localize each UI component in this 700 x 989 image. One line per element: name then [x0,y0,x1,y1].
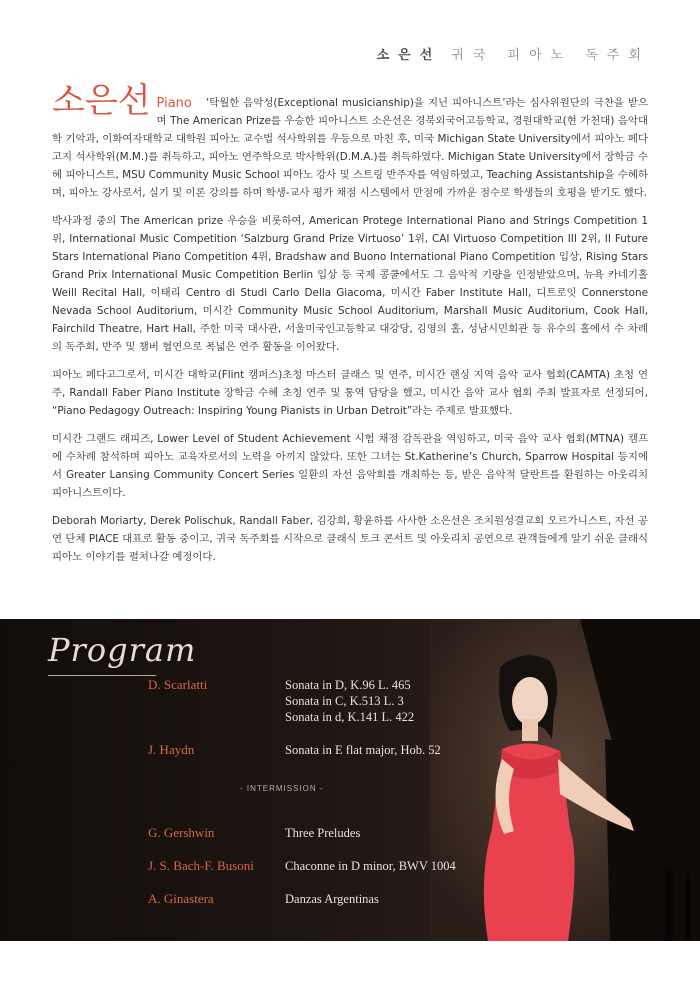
work-title: Sonata in C, K.513 L. 3 [285,694,404,708]
bio-paragraph-1: ‘탁월한 음악성(Exceptional musicianship)을 지닌 피아니스트’라는 심사위원단의 극찬을 받으며 The American Prize를 우승한 피아니스트 소은선은 경북외국어고등학교, 경원대학교(현 가천대) 음악대학 기악과, 이화여자대학교 대학원 피아노 교수법 석사학위를 우등으로 마친 후, 미국 Michigan State University에서 피아노 페다고지 석사학위(M.M.)를 취득하고, 피아노 연주학으로 박사학위(D.M.A.)를 취득하였다. Michigan State University에서 장학금 수혜 피아니스트, MSU Community Music School 피아노 강사 및 스트링 반주자를 역임하였고, Teaching Assistantship을 수혜하며, 피아노 강사로서, 실기 및 이론 강의를 하며 학생-교사 평가 채점 시스템에서 만점에 가까운 점수로 학생들의 호평을 받기도 했다. [52,97,648,199]
performer-name: 소은선 [52,81,151,121]
work-title: Sonata in D, K.96 L. 465 [285,678,411,692]
program-section [0,619,700,941]
header-subtitle: 귀국 피아노 독주회 [451,48,650,63]
bio-paragraph-4: 미시간 그랜드 래피즈, Lower Level of Student Achievement 시험 채점 감독관을 역임하고, 미국 음악 교사 협회(MTNA) 캠프에 수차례 참석하며 피아노 교육자로서의 노력을 아끼지 않았다. 또한 그녀는 St.Katherine’s Church, Sparrow Hospital 등지에서 Greater Lansing Community Concert Series 일환의 자선 음악회를 개최하는 등, 받은 음악적 달란트를 환원하는 아웃리치 피아니스트이다. [52,433,648,499]
intermission-label: - INTERMISSION - [240,784,324,793]
composer-name: D. Scarlatti [148,677,208,692]
work-title: Danzas Argentinas [285,892,379,906]
composer-name: J. Haydn [148,742,195,757]
work-list [285,891,525,907]
work-title: Sonata in d, K.141 L. 422 [285,710,415,724]
work-list [285,825,525,841]
bio-paragraph-5: Deborah Moriarty, Derek Polischuk, Randall Faber, 김강희, 황윤하를 사사한 소은선은 조치원성결교회 오르가니스트, 자선 공연 단체 PIACE 대표로 활동 중이고, 귀국 독주회를 시작으로 클래식 토크 콘서트 및 아웃리치 공연으로 관객들에게 알기 쉬운 클래식 피아노 이야기를 펼쳐나갈 예정이다. [52,515,648,563]
composer-name: A. Ginastera [148,891,214,906]
work-title: Three Preludes [285,826,361,840]
composer-name: J. S. Bach-F. Busoni [148,858,254,873]
composer-name: G. Gershwin [148,825,215,840]
work-title: Chaconne in D minor, BWV 1004 [285,859,456,873]
page-header [377,44,650,63]
header-performer-name: 소은선 [376,48,442,63]
work-title: Sonata in E flat major, Hob. 52 [285,743,441,757]
bio-paragraph-2: 박사과정 중의 The American prize 우승을 비롯하여, American Protege International Piano and Strings Competition 1위, International Music Competition ‘Salzburg Grand Prize Virtuoso’ 1위, CAI Virtuoso Competition III 2위, II Future Stars International Piano Competition 4위, Bradshaw and Buono International Piano Competition 입상, Rising Stars Grand Prix International Music Competition Berlin 입상 등 국제 콩쿨에서도 그 음악적 기량을 인정받았으며, 뉴욕 카네기홀 Weill Recital Hall, 이태리 Centro di Studi Carlo Della Giacoma, 미시간 Faber Institute Hall, 디트로잇 Connerstone Nevada School Auditorium, 미시간 Community Music School Auditorium, Marshall Music Auditorium, Cook Hall, Fairchild Theatre, Hart Hall, 주한 미국 대사관, 서울미국인고등학교 대강당, 김영의 홀, 성남시민회관 등 유수의 홀에서 수 차례의 독주회, 반주 및 챔버 협연으로 폭넓은 연주 활동을 이어왔다. [52,215,648,353]
work-list [285,742,525,758]
biography-section [52,81,648,576]
bio-paragraph-3: 피아노 페다고그로서, 미시간 대학교(Flint 캠퍼스)초청 마스터 클래스 및 연주, 미시간 랜싱 지역 음악 교사 협회(CAMTA) 초청 연주, Randall Faber Piano Institute 장학금 수혜 초청 연주 및 통역 담당을 했고, 미시간 음악 교사 협회 주최 발표자로 선정되어, “Piano Pedagogy Outreach: Inspiring Young Pianists in Urban Detroit”라는 주제로 발표했다. [52,369,648,417]
program-title: Program [48,631,197,669]
bottom-margin [0,941,700,989]
work-list [285,677,525,725]
performer-instrument: Piano [156,96,192,111]
work-list [285,858,525,874]
